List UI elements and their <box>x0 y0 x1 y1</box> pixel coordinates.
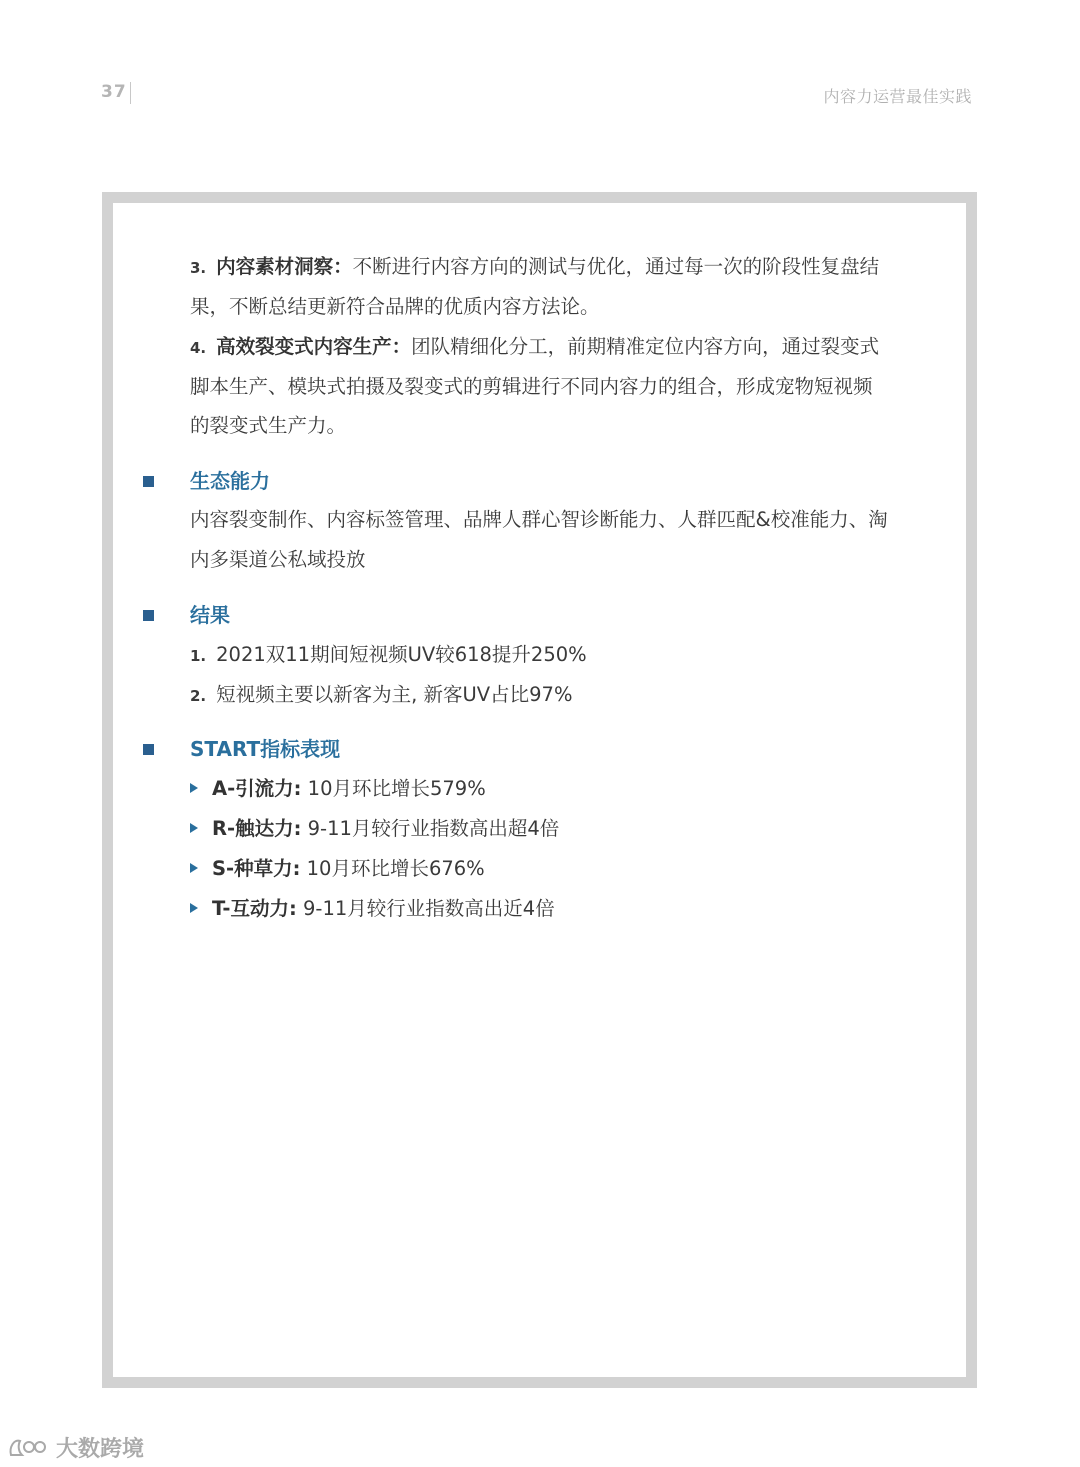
result-number: 2. <box>190 687 207 705</box>
start-metric-item <box>190 897 555 921</box>
case-item-3-line-2: 果，不断总结更新符合品牌的优质内容方法论。 <box>190 295 600 318</box>
result-text: 短视频主要以新客为主, 新客UV占比97% <box>216 683 573 706</box>
triangle-bullet-icon <box>190 783 198 793</box>
metric-value: 10月环比增长579% <box>301 777 486 800</box>
metric-label: A-引流力: <box>212 777 302 800</box>
metric-value: 9-11月较行业指数高出近4倍 <box>296 897 555 920</box>
result-text: 2021双11期间短视频UV较618提升250% <box>216 643 587 666</box>
case-item-4-line-3: 的裂变式生产力。 <box>190 414 347 437</box>
start-metric-item <box>190 777 486 801</box>
metric-value: 9-11月较行业指数高出超4倍 <box>301 817 560 840</box>
watermark <box>8 1432 144 1463</box>
brand-logo-icon <box>8 1435 48 1461</box>
case-item-number: 4. <box>190 339 207 357</box>
start-heading <box>143 736 341 762</box>
results-heading <box>143 602 230 628</box>
content-area <box>113 203 966 1377</box>
running-title: 内容力运营最佳实践 <box>823 87 972 106</box>
result-number: 1. <box>190 647 207 665</box>
case-item-text: 团队精细化分工，前期精准定位内容方向，通过裂变式 <box>411 335 880 358</box>
case-item-text: 不断进行内容方向的测试与优化，通过每一次的阶段性复盘结 <box>352 255 880 278</box>
triangle-bullet-icon <box>190 863 198 873</box>
case-item-number: 3. <box>190 259 207 277</box>
results-item <box>190 683 573 708</box>
header-divider <box>130 82 131 104</box>
section-title: 结果 <box>190 603 230 627</box>
case-item-title: 内容素材洞察： <box>216 255 353 278</box>
section-bullet-icon <box>143 476 154 487</box>
triangle-bullet-icon <box>190 823 198 833</box>
case-item-title: 高效裂变式内容生产： <box>216 335 412 358</box>
section-bullet-icon <box>143 744 154 755</box>
results-item <box>190 643 587 668</box>
case-item-3-line-1 <box>190 255 879 280</box>
case-item-4-line-2: 脚本生产、模块式拍摄及裂变式的剪辑进行不同内容力的组合，形成宠物短视频 <box>190 375 873 398</box>
ecosystem-heading <box>143 468 270 494</box>
metric-label: T-互动力: <box>212 897 297 920</box>
start-metric-item <box>190 817 559 841</box>
section-bullet-icon <box>143 610 154 621</box>
metric-label: R-触达力: <box>212 817 302 840</box>
watermark-text: 大数跨境 <box>56 1437 145 1462</box>
metric-value: 10月环比增长676% <box>300 857 485 880</box>
ecosystem-text-line-2: 内多渠道公私域投放 <box>190 548 366 571</box>
triangle-bullet-icon <box>190 903 198 913</box>
ecosystem-text-line-1: 内容裂变制作、内容标签管理、品牌人群心智诊断能力、人群匹配&校准能力、淘 <box>190 508 888 531</box>
page-number: 37 <box>101 82 127 102</box>
section-title: START指标表现 <box>190 737 341 761</box>
content-frame <box>102 192 977 1388</box>
metric-label: S-种草力: <box>212 857 301 880</box>
start-metric-item <box>190 857 485 881</box>
case-item-4-line-1 <box>190 335 879 360</box>
section-title: 生态能力 <box>190 469 270 493</box>
